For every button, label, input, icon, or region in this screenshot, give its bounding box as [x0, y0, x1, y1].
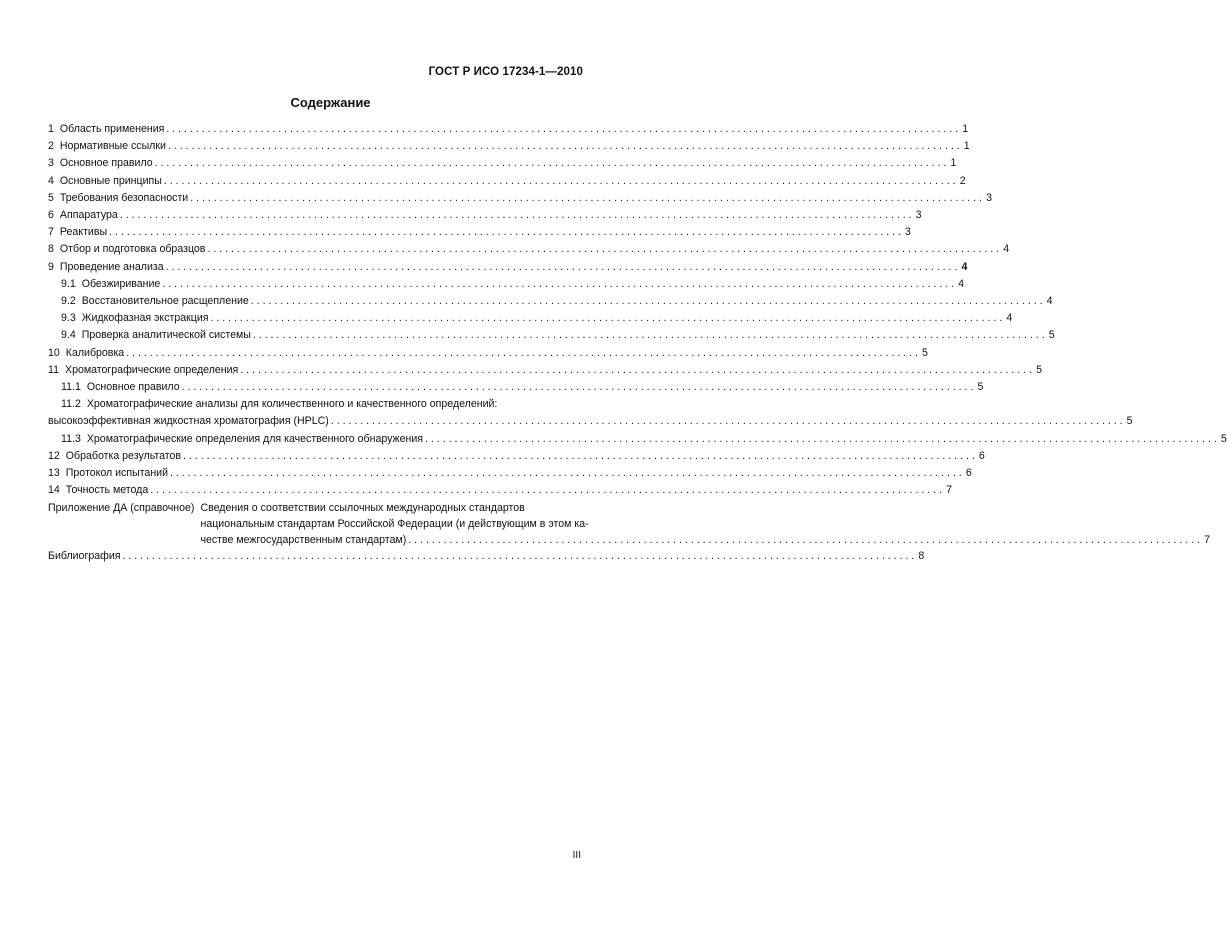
entry-page: 3	[986, 191, 992, 204]
toc-entry-9-1[interactable]	[48, 276, 965, 293]
dot-leader	[160, 276, 956, 293]
entry-number: 9.3	[61, 312, 76, 325]
entry-page: 4	[958, 277, 965, 290]
appendix-title	[200, 501, 1210, 548]
entry-title: Точность метода	[65, 484, 149, 497]
entry-page: 4	[1046, 295, 1053, 308]
entry-page: 5	[1220, 432, 1227, 445]
entry-page: 6	[965, 467, 972, 480]
entry-page: 4	[1006, 312, 1013, 325]
entry-title: Жидкофазная экстракция	[81, 312, 209, 325]
entry-title: Восстановительное расщепление	[81, 295, 249, 308]
dot-leader	[249, 293, 1045, 310]
toc-entry-11-1[interactable]	[48, 379, 984, 396]
entry-number: 9.2	[61, 295, 76, 308]
entry-number: 9.4	[61, 329, 76, 342]
entry-number: 4	[48, 174, 54, 187]
entry-title: Нормативные ссылки	[59, 140, 166, 153]
entry-page: 1	[962, 123, 969, 135]
entry-page: 5	[922, 346, 928, 359]
entry-page: 5	[1048, 329, 1055, 342]
appendix-line-1: Сведения о соответствии ссылочных международных стандартов	[200, 502, 525, 515]
toc-entry-9-4[interactable]	[48, 327, 1055, 344]
entry-page: 1	[963, 140, 970, 153]
entry-number: 9.1	[61, 277, 76, 290]
toc-entry-13[interactable]	[48, 465, 972, 482]
toc-entry-9-3[interactable]	[48, 310, 1013, 327]
entry-title: Обезжиривание	[81, 277, 161, 290]
dot-leader	[107, 224, 903, 241]
toc-entry-9-2[interactable]	[48, 293, 1053, 310]
entry-number: 14	[48, 484, 60, 497]
entry-number: 11.3	[61, 432, 81, 445]
dot-leader	[166, 138, 962, 155]
toc-entry-5[interactable]	[48, 190, 992, 207]
entry-page: 5	[1036, 363, 1043, 376]
dot-leader	[164, 121, 960, 138]
entry-page: 5	[977, 381, 984, 394]
dot-leader	[238, 362, 1034, 379]
entry-title: Обработка результатов	[65, 449, 182, 462]
document-code: ГОСТ Р ИСО 17234-1—2010	[428, 66, 583, 78]
dot-leader	[124, 345, 920, 362]
appendix-line-2: национальным стандартам Российской Федерации (и действующим в этом ка-	[200, 518, 589, 531]
entry-number: 12	[48, 449, 60, 462]
entry-page: 7	[1204, 533, 1211, 546]
dot-leader	[168, 465, 964, 482]
entry-title: Калибровка	[65, 346, 125, 359]
entry-title-continuation: высокоэффективная жидкостная хроматография (HPLC)	[48, 415, 329, 428]
entry-page: 3	[904, 226, 911, 239]
entry-number: 1	[48, 123, 54, 135]
entry-title: Отбор и подготовка образцов	[59, 243, 206, 256]
toc-title: Содержание	[290, 95, 371, 110]
dot-leader	[188, 190, 984, 207]
appendix-line-3	[200, 533, 1210, 549]
entry-page: 7	[946, 484, 953, 497]
entry-number: 9	[48, 260, 54, 273]
entry-title: Библиография	[48, 550, 121, 563]
entry-number: 2	[48, 140, 54, 153]
dot-leader	[251, 327, 1047, 344]
dot-leader	[423, 431, 1219, 448]
entry-number: 11.2	[61, 398, 81, 411]
table-of-contents	[48, 121, 1227, 565]
entry-number: 6	[48, 209, 54, 222]
entry-title: Протокол испытаний	[65, 467, 168, 480]
toc-entry-11-2-continuation[interactable]	[48, 413, 1133, 430]
appendix-label: Приложение ДА (справочное)	[48, 502, 195, 515]
entry-number: 3	[48, 157, 54, 170]
entry-number: 5	[48, 191, 54, 204]
entry-title: Основное правило	[59, 157, 153, 170]
page-number: III	[572, 850, 581, 861]
entry-page: 1	[950, 157, 957, 170]
toc-entry-7[interactable]	[48, 224, 911, 241]
entry-title: Хроматографические определения для качественного обнаружения	[86, 432, 424, 445]
entry-page: 4	[1003, 243, 1010, 256]
entry-number: 13	[48, 467, 60, 480]
entry-page: 3	[915, 209, 922, 222]
toc-entry-appendix[interactable]	[48, 501, 1211, 548]
toc-entry-11-3[interactable]	[48, 431, 1227, 448]
dot-leader	[181, 448, 977, 465]
toc-entry-11[interactable]	[48, 362, 1043, 379]
entry-title: Аппаратура	[59, 209, 118, 222]
entry-page: 6	[978, 449, 985, 462]
dot-leader	[180, 379, 976, 396]
entry-number: 7	[48, 226, 54, 239]
toc-entry-bibliography[interactable]	[48, 548, 925, 565]
toc-entry-1[interactable]	[48, 121, 969, 138]
dot-leader	[208, 310, 1004, 327]
entry-number: 10	[48, 346, 60, 359]
entry-title: Основное правило	[86, 381, 180, 394]
dot-leader	[153, 155, 949, 172]
dot-leader	[164, 259, 960, 276]
entry-page: 8	[918, 550, 925, 563]
toc-entry-9[interactable]	[48, 259, 968, 276]
toc-entry-8[interactable]	[48, 241, 1010, 258]
toc-entry-14[interactable]	[48, 482, 953, 499]
entry-page: 4	[961, 260, 968, 273]
dot-leader	[406, 533, 1202, 549]
entry-title: Хроматографические анализы для количественного и качественного определений:	[86, 398, 498, 411]
entry-title: Проведение анализа	[59, 260, 164, 273]
dot-leader	[120, 548, 916, 565]
appendix-line-3-text: честве межгосударственным стандартам)	[200, 533, 407, 546]
entry-number: 8	[48, 243, 54, 256]
toc-entry-4[interactable]	[48, 173, 966, 190]
entry-title: Проверка аналитической системы	[81, 329, 251, 342]
toc-entry-12[interactable]	[48, 448, 985, 465]
toc-entry-11-2[interactable]	[48, 396, 583, 413]
entry-page: 2	[959, 174, 966, 187]
dot-leader	[118, 207, 914, 224]
toc-entry-3[interactable]	[48, 155, 957, 172]
dot-leader	[205, 241, 1001, 258]
entry-title: Хроматографические определения	[65, 363, 239, 376]
toc-entry-2[interactable]	[48, 138, 970, 155]
dot-leader	[162, 173, 958, 190]
entry-title: Реактивы	[59, 226, 108, 239]
dot-leader	[148, 482, 944, 499]
entry-number: 11	[48, 363, 59, 376]
entry-title: Требования безопасности	[59, 191, 189, 204]
toc-entry-10[interactable]	[48, 345, 928, 362]
entry-title: Область применения	[59, 123, 165, 135]
entry-number: 11.1	[61, 381, 81, 394]
entry-page: 5	[1126, 415, 1133, 428]
dot-leader	[329, 413, 1125, 430]
entry-title: Основные принципы	[59, 174, 162, 187]
toc-entry-6[interactable]	[48, 207, 922, 224]
